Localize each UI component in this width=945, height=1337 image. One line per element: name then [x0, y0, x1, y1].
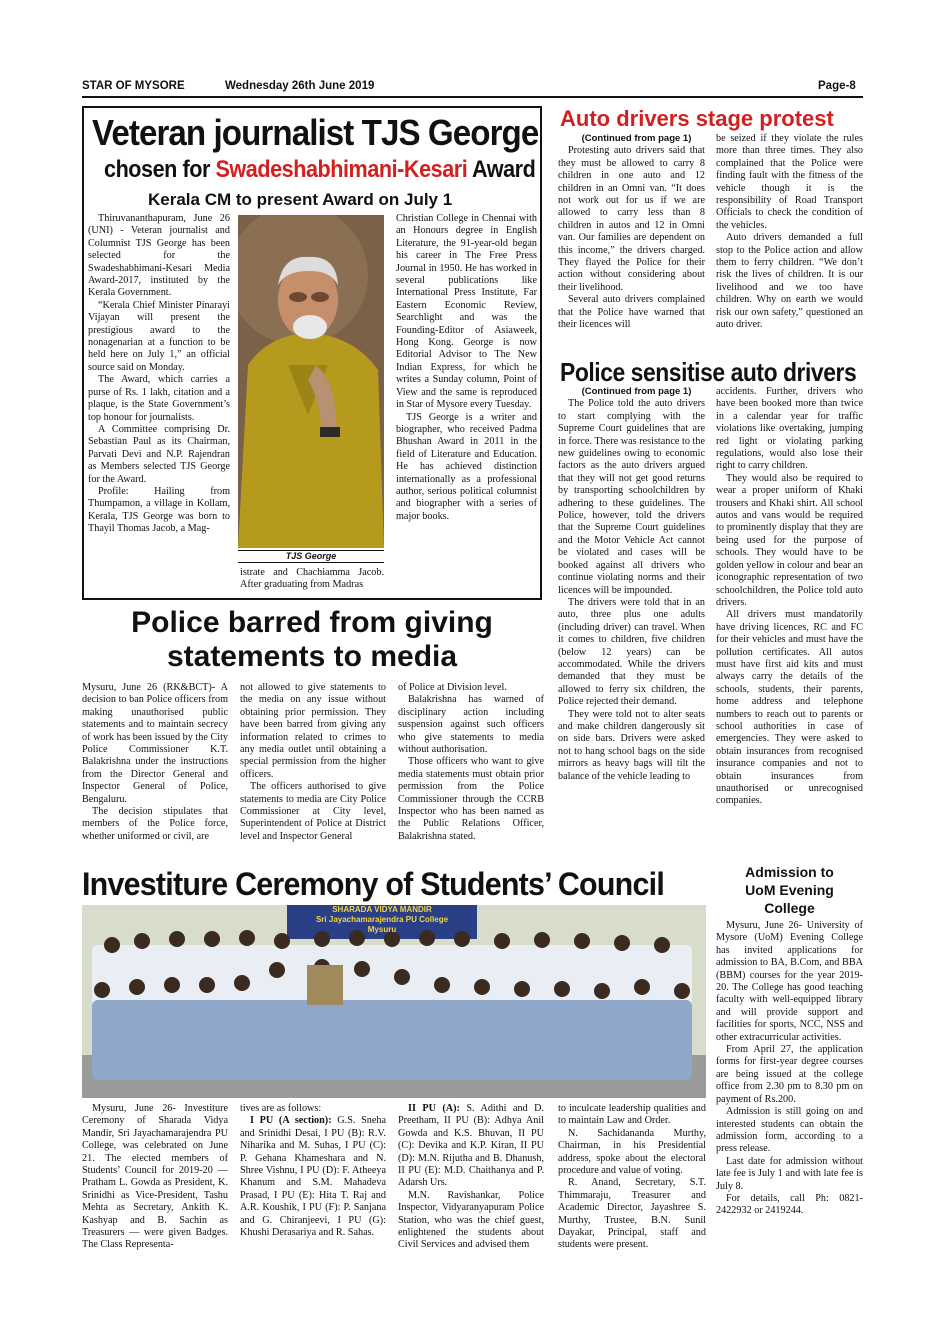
paragraph: “Kerala Chief Minister Pinarayi Vijayan will present the prestigious award to the nonagenarian at a function to be held here on July 1,” an official source said on Monday. — [88, 299, 230, 373]
paragraph: R. Anand, Secretary, S.T. Thimmaraju, Treasurer and Academic Director, Jayashree S. Murthy, Trustee, B.N. Sunil Dayakar, Principal, staff and students were present. — [558, 1177, 706, 1251]
paragraph: Mysuru, June 26 (RK&BCT)- A decision to ban Police officers from making unauthorised public statements and to maintain secrecy of work has been issued by the City Police Commissioner K.T. Balakrishna under the instructions from the Director General and Inspector General of Police, Bengaluru. — [82, 682, 228, 805]
george-deck: Kerala CM to present Award on July 1 — [148, 190, 453, 209]
masthead-page: Page-8 — [818, 80, 856, 92]
investiture-col1 — [82, 1103, 228, 1273]
masthead-rule — [82, 96, 863, 98]
george-subheadline — [104, 156, 535, 184]
police-sensitise-headline: Police sensitise auto drivers — [560, 357, 857, 387]
police-sensitise-col2 — [716, 386, 863, 864]
masthead-paper: STAR OF MYSORE — [82, 80, 185, 92]
paragraph: Mysuru, June 26- Investiture Ceremony of Sharada Vidya Mandir, Sri Jayachamarajendra PU College, was celebrated on June 21. The elected members of Students’ Council for 2019-20 — Pratham L. Gowda as President, K. Srinidhi as Vice-President, Tashu Mehta as Secretary, Ankith K. Kashyap and B. Sachin as Treasurers — were given Badges. The Class Representa- — [82, 1103, 228, 1251]
george-headline: Veteran journalist TJS George — [92, 112, 539, 153]
paragraph: TJS George is a writer and biographer, who received Padma Bhushan Award in 2011 in the field of Literature and Education. He has achieved distinction internationally as a professional author, serious political columnist and biographer with a series of major books. — [396, 411, 537, 522]
class-label: II PU (A): — [408, 1103, 460, 1114]
masthead-date: Wednesday 26th June 2019 — [225, 80, 375, 92]
george-col1 — [88, 213, 230, 595]
george-photo-svg — [238, 215, 384, 548]
paragraph: tives are as follows: — [240, 1103, 322, 1114]
police-barred-headline-2: statements to media — [166, 640, 458, 673]
paragraph: Protesting auto drivers said that they must be allowed to carry 8 children in one auto and 12 children in an Omni van. “It does not work out for us if we are allowed to carry less than 8 children in autos and 12 in Omni van. Our families are dependent on this income,” the drivers charged. They flayed the Police for their action without considering about their livelihood. — [558, 145, 705, 293]
paragraph: The Award, which carries a purse of Rs. 1 lakh, citation and a plaque, is the State Government’s top honour for journalists. — [88, 374, 230, 423]
auto-headline: Auto drivers stage protest — [560, 106, 834, 131]
investiture-photo-banner — [287, 905, 477, 935]
paragraph: accidents. Further, drivers who have been booked more than twice in a calendar year for traffic violations like overtaking, jumping red light or violating parking regulations, would also lose their right to carry children. — [716, 386, 863, 472]
paragraph: M.N. Ravishankar, Police Inspector, Vidyaranyapuram Police Station, who was the chief guest, enlightened the students about Civil Services and advised them — [398, 1189, 544, 1251]
paragraph — [240, 1115, 386, 1239]
paragraph: Christian College in Chennai with an Honours degree in English Literature, the 91-year-old began his career in The Free Press Journal in 1950. He has worked in several publications like International Press Institute, Far Eastern Economic Review, Searchlight and was the Founding-Editor of Asiaweek, Hong Kong. George is now Editorial Advisor to The New Indian Express, for which he writes a Sunday column, Point of View and the same is reproduced in Star of Mysore every Tuesday. — [396, 213, 537, 411]
george-col2-under: istrate and Chachiamma Jacob. After graduating from Madras — [240, 567, 384, 591]
paragraph: They were told not to alter seats and make children dangerously sit on side bars. Drivers were asked not to hang school bags on the side mirrors as heavy bags will tilt the balance of the vehicle leading to — [558, 708, 705, 782]
george-sub-post: Award — [467, 156, 536, 183]
uom-headline-line: UoM Evening — [745, 882, 834, 898]
paragraph: From April 27, the application forms for first-year degree courses are being issued at the college office from 2.30 pm to 8.30 pm on payment of Rs.200. — [716, 1044, 863, 1105]
paragraph: A Committee comprising Dr. Sebastian Paul as its Chairman, Parvati Devi and N.P. Rajendran as Members selected TJS George for the Award. — [88, 423, 230, 485]
police-barred-headline-1: Police barred from giving — [131, 606, 493, 639]
uom-headline — [716, 863, 863, 917]
paragraph: Thiruvananthapuram, June 26 (UNI) - Veteran journalist and Columnist TJS George has been selected for the Swadeshabhimani-Kesari Media Award-2017, instituted by the Kerala Government. — [88, 213, 230, 299]
paragraph — [398, 1103, 544, 1190]
class-reps: G.S. Sneha and Srinidhi Desai, I PU (B): R.V. Niharika and M. Suhas, I PU (C): P. Gehana Khameshara and N. Shree Vishnu, I PU (D): F. Atheeya Khanum and S.M. Mahadeva Prasad, I PU (E): Hita T. Raj and A.R. Koushik, I PU (F): P. Sanjana and G. Chiranjeevi, I PU (G): Khushi Derasariya and R. Sahas. — [240, 1115, 386, 1239]
paragraph: Those officers who want to give media statements must obtain prior permission from the Police Commissioner through the CCRB Inspector who has been named as the Public Relations Officer, Balakrishna stated. — [398, 756, 544, 842]
paragraph: to inculcate leadership qualities and to maintain Law and Order. — [558, 1103, 706, 1127]
paragraph: N. Sachidananda Murthy, Chairman, in his Presidential address, spoke about the electoral procedure and value of voting. — [558, 1127, 706, 1177]
auto-col2 — [716, 133, 863, 359]
paragraph: The decision stipulates that members of the Police force, whether uniformed or civil, are — [82, 806, 228, 842]
police-barred-col3 — [398, 682, 544, 864]
investiture-col2 — [240, 1103, 386, 1273]
paragraph: Last date for admission without late fee is July 1 and with late fee is July 8. — [716, 1155, 863, 1192]
george-col3 — [396, 213, 537, 595]
paragraph: be seized if they violate the rules more than three times. They also complained that the Police were finding fault with the fitness of the vehicle though it is the responsibility of Road Transport Officials to check the condition of the vehicles. — [716, 133, 863, 231]
investiture-col4 — [558, 1103, 706, 1273]
auto-col1 — [558, 133, 705, 359]
uom-headline-line: College — [764, 900, 815, 916]
continued-label: (Continued from page 1) — [581, 133, 692, 144]
paragraph: The drivers were told that in an auto, three plus one adults (including driver) can travel. When it comes to children, five children (below 12 years) can be accommodated. While the drivers demanded that they must be allowed to ferry six children, the Police rejected their demand. — [558, 596, 705, 708]
paragraph: The Police told the auto drivers to start complying with the Supreme Court guidelines that are in force. There was resistance to the new guidelines owing to economic factors as the auto drivers argued that they will not get good returns by transporting schoolchildren by adhering to these guidelines. The Police, however, told the drivers that the Supreme Court guidelines and the Motor Vehicle Act cannot be violated and cases will be booked against all drivers who continue violating norms and their licences will be impounded. — [558, 398, 705, 596]
paragraph: All drivers must mandatorily have driving licences, RC and FC for their vehicles and must have the pollution certificates. All autos must have first aid kits and must always carry the details of the schools, students, their parents, home address and telephone numbers to reach out to parents or school authorities in case of emergencies. They were asked to obtain insurances from recognised insurance companies and not to obtain insurances from unauthorised or unrecognised companies. — [716, 609, 863, 807]
paragraph: Auto drivers demanded a full stop to the Police action and allow them to ferry children. “We don’t risk the lives of children. It is our livelihood and we too have children. Why on earth we would risk our own safety,” questioned an auto driver. — [716, 232, 863, 331]
paragraph: Profile: Hailing from Thumpamon, a village in Kollam, Kerala, TJS George was born to Thayil Thomas Jacob, a Mag- — [88, 485, 230, 535]
paragraph: not allowed to give statements to the media on any issue without obtaining prior permission. They have been barred from giving any information related to crimes to any media outlet until obtaining a special permission from the higher officers. — [240, 682, 386, 780]
investiture-headline: Investiture Ceremony of Students’ Council — [82, 866, 665, 902]
police-sensitise-col1 — [558, 386, 705, 864]
uom-body — [716, 920, 863, 1272]
george-photo-caption: TJS George — [285, 551, 337, 561]
paragraph: Admission is still going on and interested students can obtain the admission form, according to a press release. — [716, 1106, 863, 1155]
paragraph: They would also be required to wear a proper uniform of Khaki trousers and Khaki shirt. All school autos and vans would be required to prominently display that they are being used for the purpose of schools. They would have to be golden yellow in colour and bear an iconographic representation of two schoolchildren, the Police told auto drivers. — [716, 472, 863, 608]
paragraph: Balakrishna has warned of disciplinary action including suspension against such officers who give statements to media without authorisation. — [398, 694, 544, 756]
police-barred-col2 — [240, 682, 386, 864]
investiture-col3 — [398, 1103, 544, 1273]
banner-line: Sri Jayachamarajendra PU College — [315, 915, 449, 924]
george-sub-red: Swadeshabhimani-Kesari — [215, 156, 468, 183]
paragraph: Several auto drivers complained that the Police have warned that their licences will — [558, 294, 705, 331]
class-label: I PU (A section): — [250, 1115, 332, 1127]
police-barred-col1 — [82, 682, 228, 864]
paragraph: Mysuru, June 26- University of Mysore (UoM) Evening College has invited applications for admission to BA, B.Com, and BBA (BBM) courses for the year 2019-20. The College has good teaching faculty with well-equipped library and will provide support and facilities for sports, NCC, NSS and other extracurricular activities. — [716, 920, 863, 1043]
banner-line: SHARADA VIDYA MANDIR — [332, 905, 432, 914]
paragraph: The officers authorised to give statements to media are City Police Commissioner at City level, Superintendent of Police at District level and Inspector General — [240, 781, 386, 842]
paragraph: of Police at Division level. — [398, 682, 507, 693]
class-reps: S. Adithi and D. Preetham, II PU (B): Adhya Anil Gowda and K.S. Bhuvan, II PU (C): Devika and K.P. Kiran, II PU (D): M.N. Rijutha and B. Dhanush, II PU (E): M.D. Chaithanya and P. Adarsh Urs. — [398, 1103, 544, 1189]
banner-line: Mysuru — [367, 925, 397, 934]
george-sub-pre: chosen for — [104, 156, 216, 183]
continued-label: (Continued from page 1) — [581, 386, 692, 397]
uom-headline-line: Admission to — [745, 864, 834, 880]
paragraph: For details, call Ph: 0821-2422932 or 2419244. — [716, 1192, 863, 1217]
george-photo — [238, 215, 384, 548]
